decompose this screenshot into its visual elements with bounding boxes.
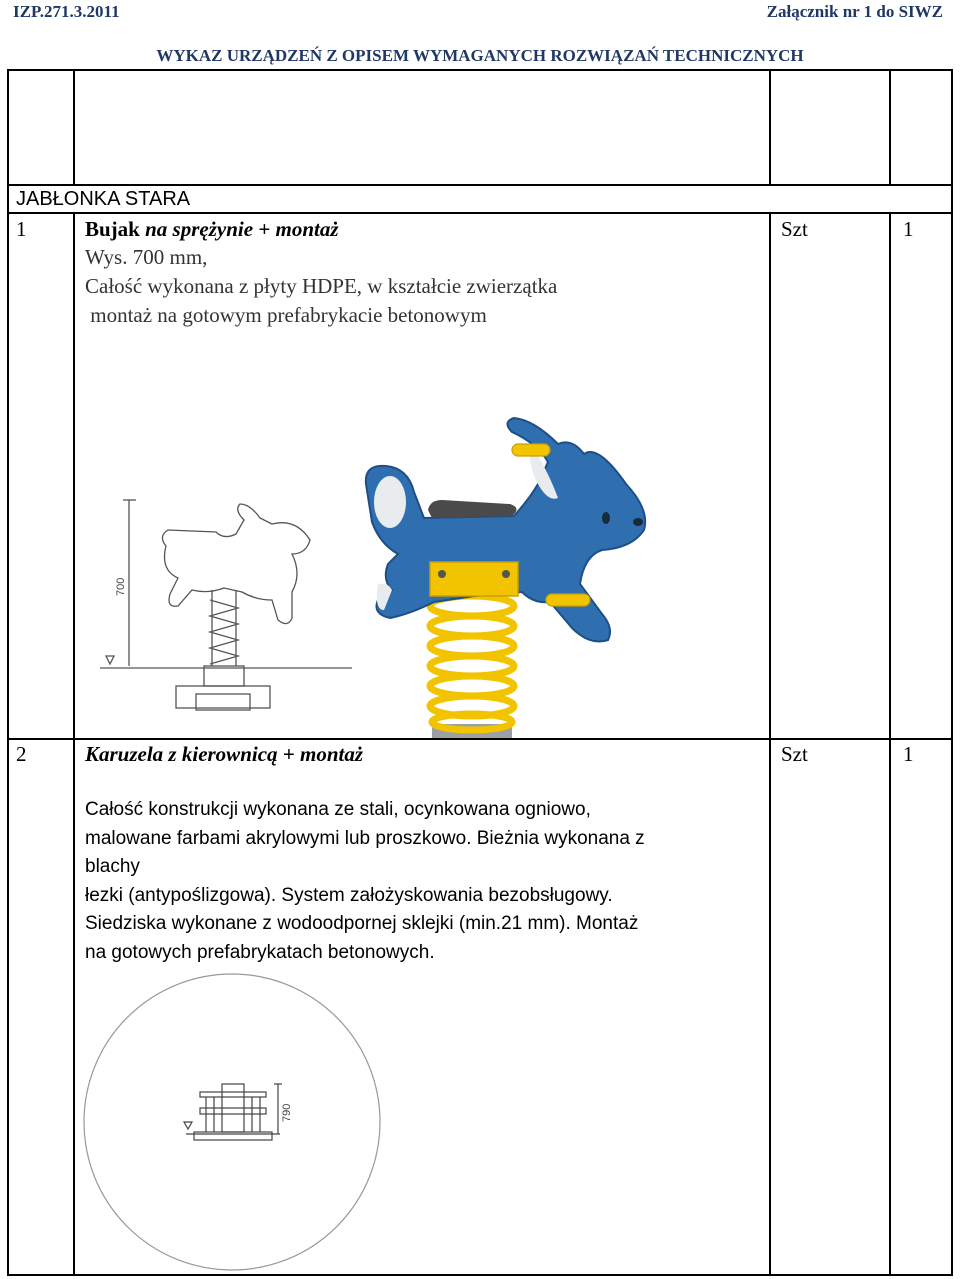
table-border-left [7,69,9,1276]
height-dimension-label: 790 [281,1103,293,1122]
carousel-technical-drawing [82,972,386,1272]
item-description-line: blachy [85,856,140,877]
column-divider [73,213,75,1276]
table-border-top [7,69,953,71]
item-description-line: Wys. 700 mm, [85,245,208,269]
section-title: JABŁONKA STARA [16,188,191,210]
table-border-right [951,69,953,1276]
item-description-line: Całość wykonana z płyty HDPE, w kształcie zwierzątka [85,274,558,298]
item-number: 2 [16,742,27,766]
item-name-bold: Bujak [85,217,140,241]
bunny-spring-rider-photo [362,414,652,738]
annex-label: Załącznik nr 1 do SIWZ [766,2,943,21]
item-description-line: Siedziska wykonane z wodoodpornej sklejki (min.21 mm). Montaż [85,913,639,934]
document-title: WYKAZ URZĄDZEŃ Z OPISEM WYMAGANYCH ROZWIĄZAŃ TECHNICZNYCH [156,46,804,65]
item-number: 1 [16,217,27,241]
document-id: IZP.271.3.2011 [13,2,120,21]
table-border-bottom [7,1274,953,1276]
column-divider [889,69,891,185]
item-description-line: na gotowych prefabrykatach betonowych. [85,942,435,963]
item-description-line: łezki (antypoślizgowa). System założyskowania bezobsługowy. [85,885,613,906]
item-unit: Szt [781,742,808,766]
column-divider [889,213,891,1276]
item-description-line: Całość konstrukcji wykonana ze stali, ocynkowana ogniowo, [85,799,591,820]
item-description-line: montaż na gotowym prefabrykacie betonowym [85,303,487,327]
column-divider [769,69,771,185]
height-dimension-label: 700 [115,577,127,596]
column-divider [73,69,75,185]
item-quantity: 1 [903,217,914,241]
item-description-line: malowane farbami akrylowymi lub proszkowo. Bieżnia wykonana z [85,828,645,849]
item-quantity: 1 [903,742,914,766]
item-name [85,215,339,244]
item-unit: Szt [781,217,808,241]
spring-rider-technical-drawing [96,496,358,716]
column-divider [769,213,771,1276]
item-name-italic: na sprężynie + montaż [139,217,339,241]
item-name: Karuzela z kierownicą + montaż [85,742,364,766]
